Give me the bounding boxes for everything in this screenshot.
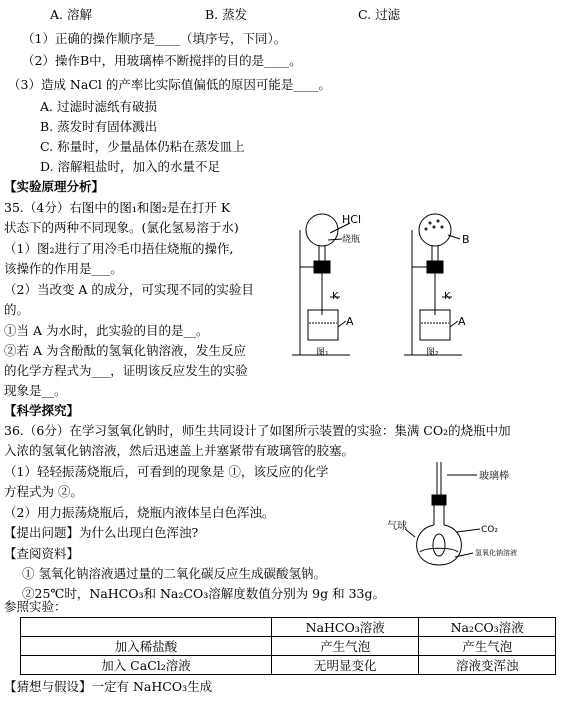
label-k1: K xyxy=(332,291,339,302)
option-c: C. 过滤 xyxy=(358,7,401,22)
q35-line-10: 现象是__。 xyxy=(4,383,67,398)
table-row xyxy=(21,656,556,675)
q35-line-6: 的。 xyxy=(4,302,30,317)
choice-b: B. 蒸发时有固体溅出 xyxy=(40,119,158,134)
q35-line-3: （1）图₂进行了用冷毛巾捂住烧瓶的操作, xyxy=(4,241,234,256)
table-cell: Na₂CO₃溶液 xyxy=(419,618,556,637)
table-cell: 产生气泡 xyxy=(419,637,556,656)
q36-line-7: 【查阅资料】 xyxy=(4,546,80,561)
flask-figure xyxy=(385,457,560,569)
q35-line-2: 状态下的两种不同现象。(氯化氢易溶于水) xyxy=(4,220,239,235)
label-flask: 烧瓶 xyxy=(342,235,361,245)
section-title-inquiry: 【科学探究】 xyxy=(4,403,80,418)
choice-d: D. 溶解粗盐时，加入的水量不足 xyxy=(40,159,221,174)
q36-line-4: 方程式为 ②。 xyxy=(4,484,83,499)
section-title-principle: 【实验原理分析】 xyxy=(4,179,105,194)
label-glass-rod: 玻璃棒 xyxy=(479,471,509,482)
hypothesis-line: 【猜想与假设】一定有 NaHCO₃生成 xyxy=(4,679,213,694)
label-k2: K xyxy=(444,291,451,302)
q36-line-10: 参照实验： xyxy=(4,599,67,614)
table-cell: 加入 CaCl₂溶液 xyxy=(21,656,272,675)
label-co2: CO₂ xyxy=(481,525,498,535)
choice-a: A. 过滤时滤纸有破损 xyxy=(40,99,157,114)
q35-line-1: 35.（4分）右图中的图₁和图₂是在打开 K xyxy=(4,200,231,215)
caption-fig1: 图₁ xyxy=(316,348,329,358)
table-header-row xyxy=(21,618,556,637)
q36-line-3: （1）轻轻振荡烧瓶后，可看到的现象是 ①，该反应的化学 xyxy=(4,464,329,479)
q36-line-6: 【提出问题】为什么出现白色浑浊? xyxy=(4,525,199,540)
q-line-2: （2）操作B中，用玻璃棒不断搅拌的目的是____。 xyxy=(22,53,302,68)
q36-line-1: 36.（6分）在学习氢氧化钠时，师生共同设计了如图所示装置的实验：集满 CO₂的烧瓶中加 xyxy=(4,423,511,438)
q35-line-5: （2）当改变 A 的成分，可实现不同的实验目 xyxy=(4,282,254,297)
q35-line-4: 该操作的作用是___。 xyxy=(4,261,123,276)
q35-line-8: ②若 A 为含酚酞的氢氧化钠溶液，发生反应 xyxy=(4,343,246,358)
q-line-3: （3）造成 NaCl 的产率比实际值偏低的原因可能是____。 xyxy=(8,77,331,92)
q35-line-9: 的化学方程式为___，证明该反应发生的实验 xyxy=(4,363,248,378)
table-cell: 加入稀盐酸 xyxy=(21,637,272,656)
reference-table xyxy=(20,617,556,675)
label-a2: A xyxy=(458,315,466,328)
figure-2-apparatus xyxy=(404,214,462,355)
option-a: A. 溶解 xyxy=(50,7,92,22)
caption-fig2: 图₂ xyxy=(426,348,439,358)
choice-c: C. 称量时，少量晶体仍粘在蒸发皿上 xyxy=(40,139,245,154)
q36-line-9: ②25℃时，NaHCO₃和 Na₂CO₃溶解度数值分别为 9g 和 33g。 xyxy=(22,586,385,601)
table-cell: 溶液变浑浊 xyxy=(419,656,556,675)
table-cell xyxy=(21,618,272,637)
table-row xyxy=(21,637,556,656)
q36-line-8: ① 氢氧化钠溶液遇过量的二氧化碳反应生成碳酸氢钠。 xyxy=(22,566,326,581)
table-cell: 产生气泡 xyxy=(272,637,419,656)
label-hcl: HCl xyxy=(342,213,362,226)
label-a1: A xyxy=(346,315,354,328)
apparatus-figures xyxy=(290,205,480,365)
q35-line-7: ①当 A 为水时，此实验的目的是__。 xyxy=(4,323,209,338)
table-cell: 无明显变化 xyxy=(272,656,419,675)
q36-line-2: 入浓的氢氧化钠溶液，然后迅速盖上并塞紧带有玻璃管的胶塞。 xyxy=(4,443,355,458)
q-line-1: （1）正确的操作顺序是____（填序号，下同）。 xyxy=(22,31,287,46)
label-naoh-solution: 氢氧化钠溶液 xyxy=(475,549,517,557)
label-balloon: 气球 xyxy=(387,521,407,532)
q36-line-5: （2）用力振荡烧瓶后，烧瓶内液体呈白色浑浊。 xyxy=(4,505,275,520)
table-cell: NaHCO₃溶液 xyxy=(272,618,419,637)
label-b: B xyxy=(462,233,470,246)
option-b: B. 蒸发 xyxy=(205,7,248,22)
